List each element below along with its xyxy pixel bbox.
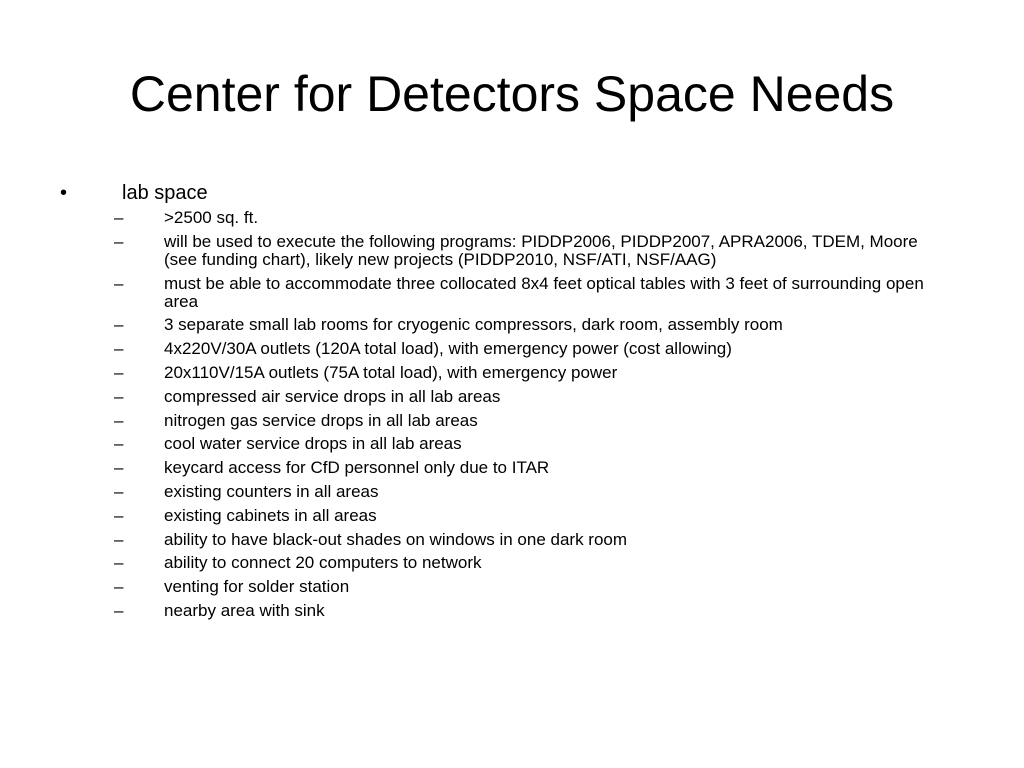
dash-icon: – bbox=[114, 600, 124, 620]
sub-bullet-text: will be used to execute the following programs: PIDDP2006, PIDDP2007, APRA2006, TDEM, Moore (see funding chart), likely new projects (PIDDP2010, NSF/ATI, NSF/AAG) bbox=[164, 231, 918, 269]
sub-bullet-item bbox=[114, 275, 934, 311]
sub-bullet-text: keycard access for CfD personnel only due to ITAR bbox=[164, 458, 550, 478]
sub-bullet-item bbox=[114, 435, 934, 453]
sub-bullet-text: 4x220V/30A outlets (120A total load), with emergency power (cost allowing) bbox=[164, 339, 732, 359]
sub-bullet-text: ability to connect 20 computers to network bbox=[164, 553, 482, 573]
dash-icon: – bbox=[114, 505, 124, 525]
sub-bullet-text: compressed air service drops in all lab areas bbox=[164, 386, 501, 406]
sub-bullet-text: >2500 sq. ft. bbox=[164, 208, 259, 227]
dash-icon: – bbox=[114, 481, 124, 501]
sub-bullet-text: 3 separate small lab rooms for cryogenic compressors, dark room, assembly room bbox=[164, 315, 783, 335]
sub-bullet-item bbox=[114, 602, 934, 620]
sub-bullet-item bbox=[114, 412, 934, 430]
sub-bullet-text: existing cabinets in all areas bbox=[164, 505, 377, 525]
sub-bullet-list bbox=[114, 209, 934, 626]
sub-bullet-text: nearby area with sink bbox=[164, 600, 325, 620]
dash-icon: – bbox=[114, 577, 124, 597]
sub-bullet-item bbox=[114, 507, 934, 525]
dash-icon: – bbox=[114, 362, 124, 382]
sub-bullet-text: 20x110V/15A outlets (75A total load), with emergency power bbox=[164, 362, 618, 382]
slide-title: Center for Detectors Space Needs bbox=[129, 66, 895, 122]
sub-bullet-item bbox=[114, 578, 934, 596]
sub-bullet-text: venting for solder station bbox=[164, 577, 350, 597]
dash-icon: – bbox=[114, 231, 124, 251]
dash-icon: – bbox=[114, 410, 124, 430]
sub-bullet-item bbox=[114, 364, 934, 382]
sub-bullet-item bbox=[114, 340, 934, 358]
bullet-dot-icon: • bbox=[60, 182, 68, 204]
dash-icon: – bbox=[114, 553, 124, 573]
bullet-text: lab space bbox=[122, 182, 208, 204]
dash-icon: – bbox=[114, 208, 124, 227]
sub-bullet-text: must be able to accommodate three collocated 8x4 feet optical tables with 3 feet of surrounding open area bbox=[164, 273, 924, 311]
sub-bullet-text: existing counters in all areas bbox=[164, 481, 379, 501]
sub-bullet-text: ability to have black-out shades on windows in one dark room bbox=[164, 529, 628, 549]
sub-bullet-item bbox=[114, 233, 934, 269]
dash-icon: – bbox=[114, 458, 124, 478]
sub-bullet-item bbox=[114, 209, 934, 227]
dash-icon: – bbox=[114, 339, 124, 359]
dash-icon: – bbox=[114, 386, 124, 406]
dash-icon: – bbox=[114, 273, 124, 293]
sub-bullet-item bbox=[114, 554, 934, 572]
sub-bullet-item bbox=[114, 388, 934, 406]
dash-icon: – bbox=[114, 529, 124, 549]
sub-bullet-text: cool water service drops in all lab areas bbox=[164, 434, 462, 454]
dash-icon: – bbox=[114, 434, 124, 454]
sub-bullet-item bbox=[114, 316, 934, 334]
dash-icon: – bbox=[114, 315, 124, 335]
sub-bullet-item bbox=[114, 483, 934, 501]
sub-bullet-text: nitrogen gas service drops in all lab areas bbox=[164, 410, 478, 430]
sub-bullet-item bbox=[114, 531, 934, 549]
sub-bullet-item bbox=[114, 459, 934, 477]
